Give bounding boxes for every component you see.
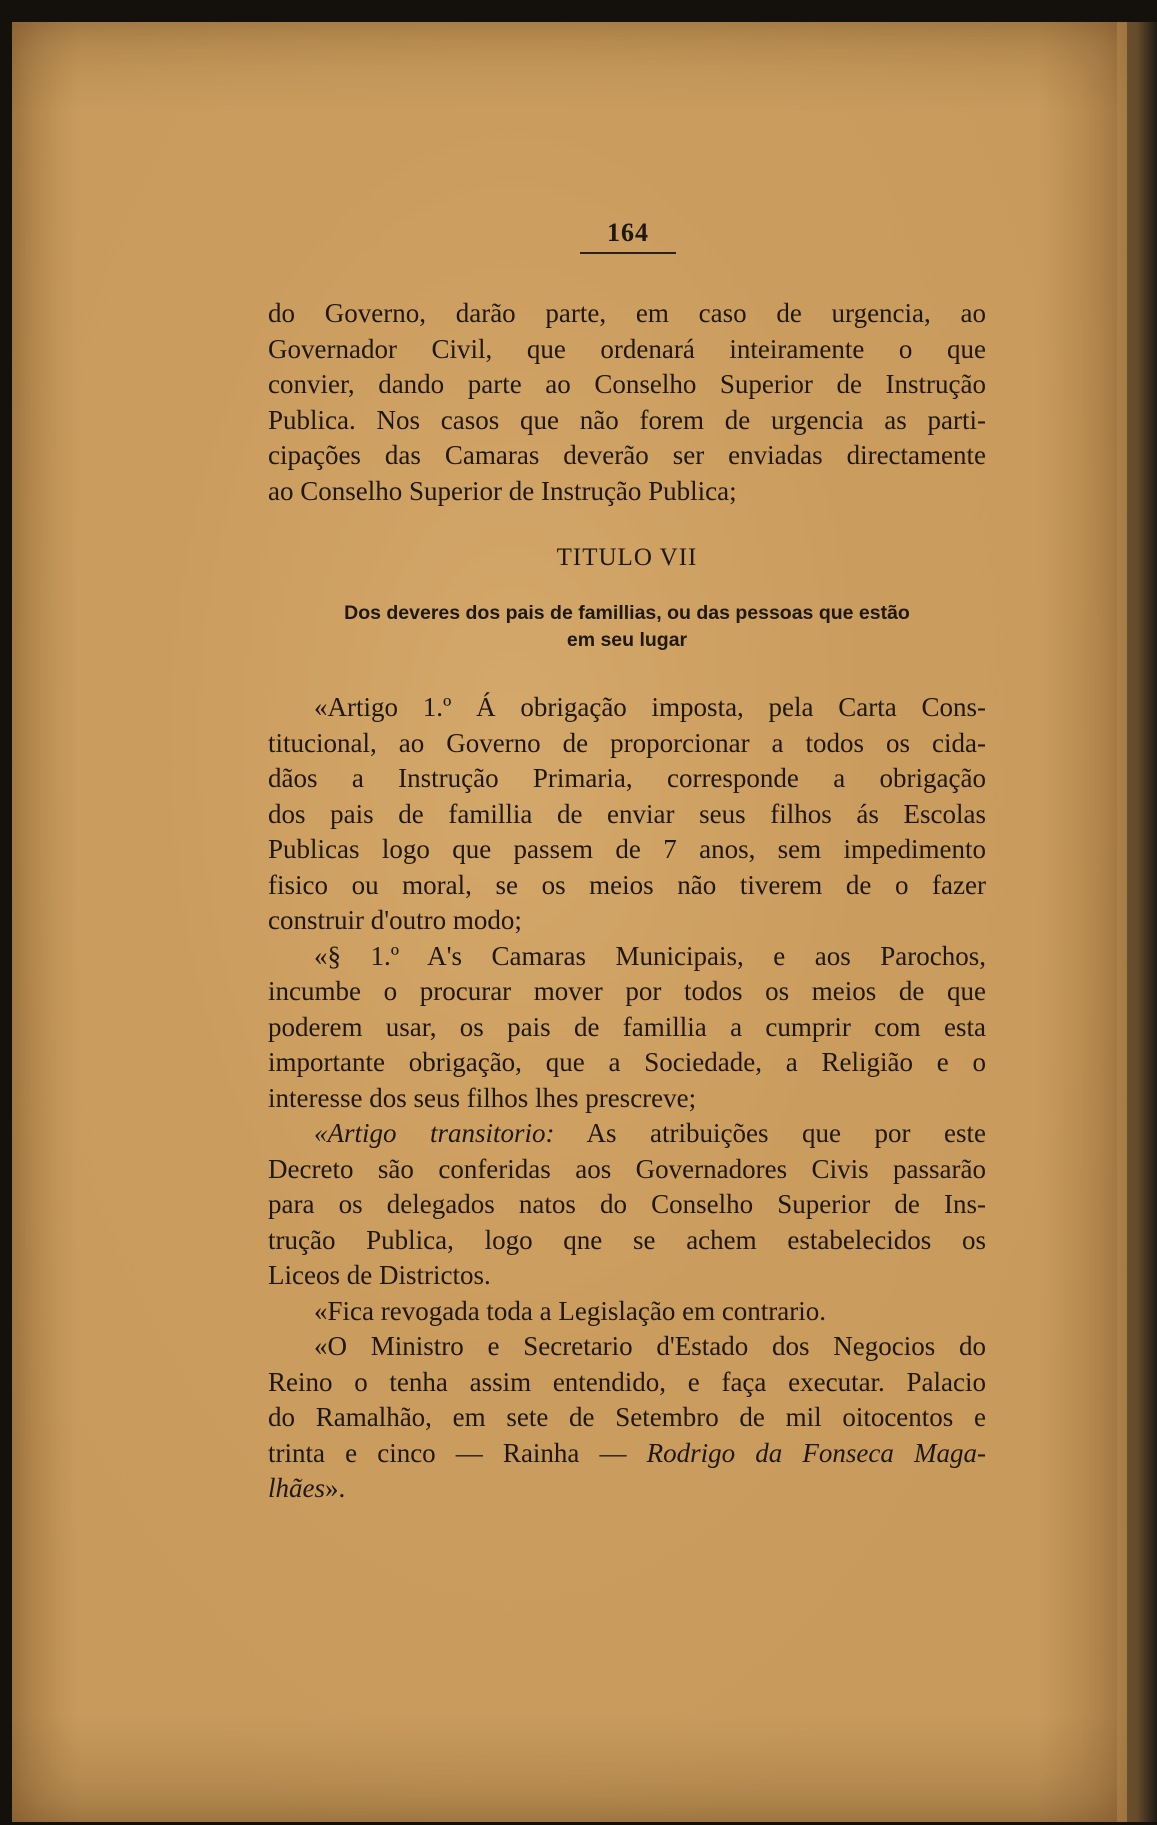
paragraph-body <box>268 690 986 1507</box>
section-title: TITULO VII <box>556 544 698 571</box>
text-line: «Artigo 1.º Á obrigação imposta, pela Carta Cons- <box>314 692 986 722</box>
text-line: «§ 1.º A's Camaras Municipais, e aos Parochos, <box>314 940 986 971</box>
text-line: incumbe o procurar mover por todos os meios de que <box>268 976 986 1006</box>
text-line: Publica. Nos casos que não forem de urgencia as parti- <box>268 404 986 435</box>
page-number-rule <box>580 252 676 254</box>
text-line: cipações das Camaras deverão ser enviadas directamente <box>268 440 986 470</box>
transitorio-label: «Artigo transitorio: <box>314 1118 555 1148</box>
text-line: fisico ou moral, se os meios não tiverem de o fazer <box>268 869 986 900</box>
paragraph-top <box>268 296 986 509</box>
text-line: do Governo, darão parte, em caso de urgencia, ao <box>268 298 986 328</box>
text-line: Liceos de Districtos. <box>268 1260 491 1290</box>
transitorio-line1: As atribuições que por este <box>586 1118 986 1148</box>
signature-plain: trinta e cinco — Rainha — <box>268 1437 627 1468</box>
text-line: ao Conselho Superior de Instrução Publica; <box>268 475 737 506</box>
section-subtitle-line2: em seu lugar <box>566 629 688 651</box>
text-line: Decreto são conferidas aos Governadores Civis passarão <box>268 1153 986 1184</box>
text-line: dãos a Instrução Primaria, corresponde a obrigação <box>268 763 986 793</box>
text-line: Publicas logo que passem de 7 anos, sem impedimento <box>268 834 986 864</box>
text-line <box>268 1436 986 1472</box>
signature-italic: Rodrigo da Fonseca Maga- <box>646 1437 986 1468</box>
text-line: para os delegados natos do Conselho Superior de Ins- <box>268 1189 986 1219</box>
text-line: «O Ministro e Secretario d'Estado dos Negocios do <box>314 1331 986 1361</box>
page-number: 164 <box>607 218 649 247</box>
text-line: construir d'outro modo; <box>268 905 522 935</box>
text-line <box>268 1471 986 1507</box>
section-subtitle-line1: Dos deveres dos pais de famillias, ou das pessoas que estão <box>344 602 910 624</box>
text-line: dos pais de famillia de enviar seus filhos ás Escolas <box>268 798 986 829</box>
text-line: Reino o tenha assim entendido, e faça executar. Palacio <box>268 1366 986 1397</box>
text-line: convier, dando parte ao Conselho Superior de Instrução <box>268 369 986 399</box>
text-line: importante obrigação, que a Sociedade, a Religião e o <box>268 1047 986 1077</box>
signature-end-italic: lhães <box>268 1473 325 1503</box>
text-line: poderem usar, os pais de famillia a cumprir com esta <box>268 1011 986 1042</box>
signature-end: ». <box>325 1473 346 1503</box>
text-line: Governador Civil, que ordenará inteiramente o que <box>268 333 986 364</box>
text-line: trução Publica, logo qne se achem estabelecidos os <box>268 1224 986 1255</box>
text-line <box>268 1116 986 1152</box>
text-line: «Fica revogada toda a Legislação em contrario. <box>314 1295 827 1326</box>
text-line: interesse dos seus filhos lhes prescreve; <box>268 1082 697 1113</box>
text-line: do Ramalhão, em sete de Setembro de mil oitocentos e <box>268 1402 986 1432</box>
text-line: titucional, ao Governo de proporcionar a todos os cida- <box>268 727 986 758</box>
